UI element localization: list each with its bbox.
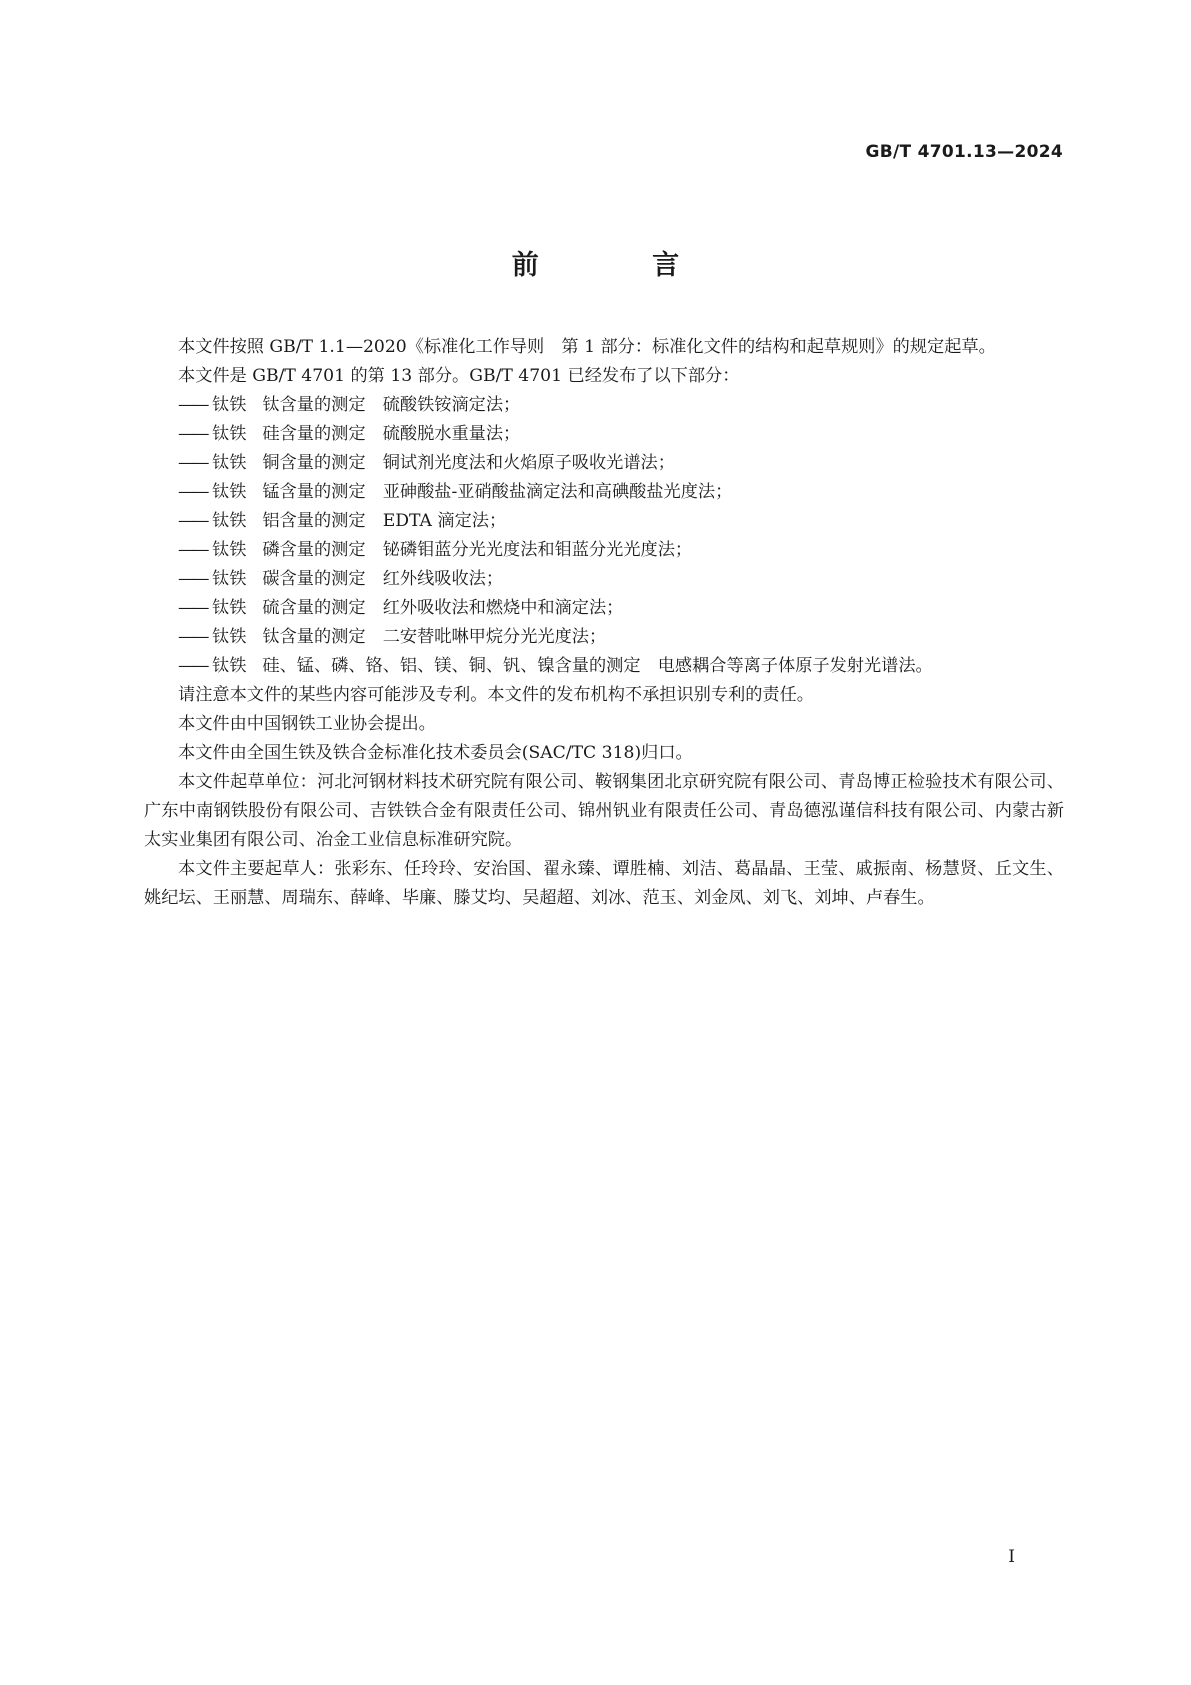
list-subject: 钛铁 [212, 540, 247, 560]
document-body [144, 333, 1064, 913]
list-method: 碳含量的测定 红外线吸收法； [262, 569, 504, 589]
paragraph-patent-notice: 请注意本文件的某些内容可能涉及专利。本文件的发布机构不承担识别专利的责任。 [178, 685, 814, 705]
list-dash: —— [178, 656, 207, 676]
list-item [144, 594, 1064, 623]
list-subject: 钛铁 [212, 598, 247, 618]
page-title: 前 言 [511, 250, 732, 281]
paragraph-technical-committee: 本文件由全国生铁及铁合金标准化技术委员会(SAC/TC 318)归口。 [178, 743, 693, 763]
list-dash: —— [178, 395, 207, 415]
list-method: 硅含量的测定 硫酸脱水重量法； [262, 424, 521, 444]
list-subject: 钛铁 [212, 656, 247, 676]
paragraph-proposer: 本文件由中国钢铁工业协会提出。 [178, 714, 436, 734]
paragraph-drafting-rules: 本文件按照 GB/T 1.1—2020《标准化工作导则 第 1 部分：标准化文件的结构和起草规则》的规定起草。 [178, 337, 996, 357]
list-dash: —— [178, 598, 207, 618]
published-parts-list [144, 391, 1064, 681]
page-number: I [1008, 1547, 1015, 1567]
list-item [144, 478, 1064, 507]
list-method: 硅、锰、磷、铬、铝、镁、铜、钒、镍含量的测定 电感耦合等离子体原子发射光谱法。 [262, 656, 933, 676]
list-item [144, 507, 1064, 536]
list-method: 锰含量的测定 亚砷酸盐-亚硝酸盐滴定法和高碘酸盐光度法； [262, 482, 733, 502]
paragraph-drafters: 本文件主要起草人：张彩东、任玲玲、安治国、翟永臻、谭胜楠、刘洁、葛晶晶、王莹、戚振南、杨慧贤、丘文生、姚纪坛、王丽慧、周瑞东、薛峰、毕廉、滕艾均、吴超超、刘冰、范玉、刘金凤、刘飞、刘坤、卢春生。 [144, 859, 1064, 908]
list-subject: 钛铁 [212, 395, 247, 415]
paragraph-drafting-units: 本文件起草单位：河北河钢材料技术研究院有限公司、鞍钢集团北京研究院有限公司、青岛博正检验技术有限公司、广东中南钢铁股份有限公司、吉铁铁合金有限责任公司、锦州钒业有限责任公司、青岛德泓谨信科技有限公司、内蒙古新太实业集团有限公司、冶金工业信息标准研究院。 [144, 772, 1064, 850]
list-method: 硫含量的测定 红外吸收法和燃烧中和滴定法； [262, 598, 624, 618]
standard-number: GB/T 4701.13—2024 [865, 142, 1063, 162]
list-method: 钛含量的测定 二安替吡啉甲烷分光光度法； [262, 627, 607, 647]
list-item [144, 420, 1064, 449]
list-dash: —— [178, 482, 207, 502]
list-subject: 钛铁 [212, 482, 247, 502]
list-item [144, 565, 1064, 594]
list-item [144, 449, 1064, 478]
list-item [144, 652, 1064, 681]
list-item [144, 391, 1064, 420]
list-subject: 钛铁 [212, 511, 247, 531]
list-method: 铜含量的测定 铜试剂光度法和火焰原子吸收光谱法； [262, 453, 675, 473]
list-item [144, 536, 1064, 565]
list-dash: —— [178, 569, 207, 589]
list-dash: —— [178, 424, 207, 444]
list-dash: —— [178, 540, 207, 560]
list-subject: 钛铁 [212, 569, 247, 589]
list-dash: —— [178, 627, 207, 647]
list-item [144, 623, 1064, 652]
list-subject: 钛铁 [212, 627, 247, 647]
list-method: 铝含量的测定 EDTA 滴定法； [262, 511, 507, 531]
list-dash: —— [178, 453, 207, 473]
list-subject: 钛铁 [212, 424, 247, 444]
list-method: 磷含量的测定 铋磷钼蓝分光光度法和钼蓝分光光度法； [262, 540, 693, 560]
paragraph-series-intro: 本文件是 GB/T 4701 的第 13 部分。GB/T 4701 已经发布了以下部分： [178, 366, 740, 386]
list-subject: 钛铁 [212, 453, 247, 473]
list-dash: —— [178, 511, 207, 531]
list-method: 钛含量的测定 硫酸铁铵滴定法； [262, 395, 521, 415]
